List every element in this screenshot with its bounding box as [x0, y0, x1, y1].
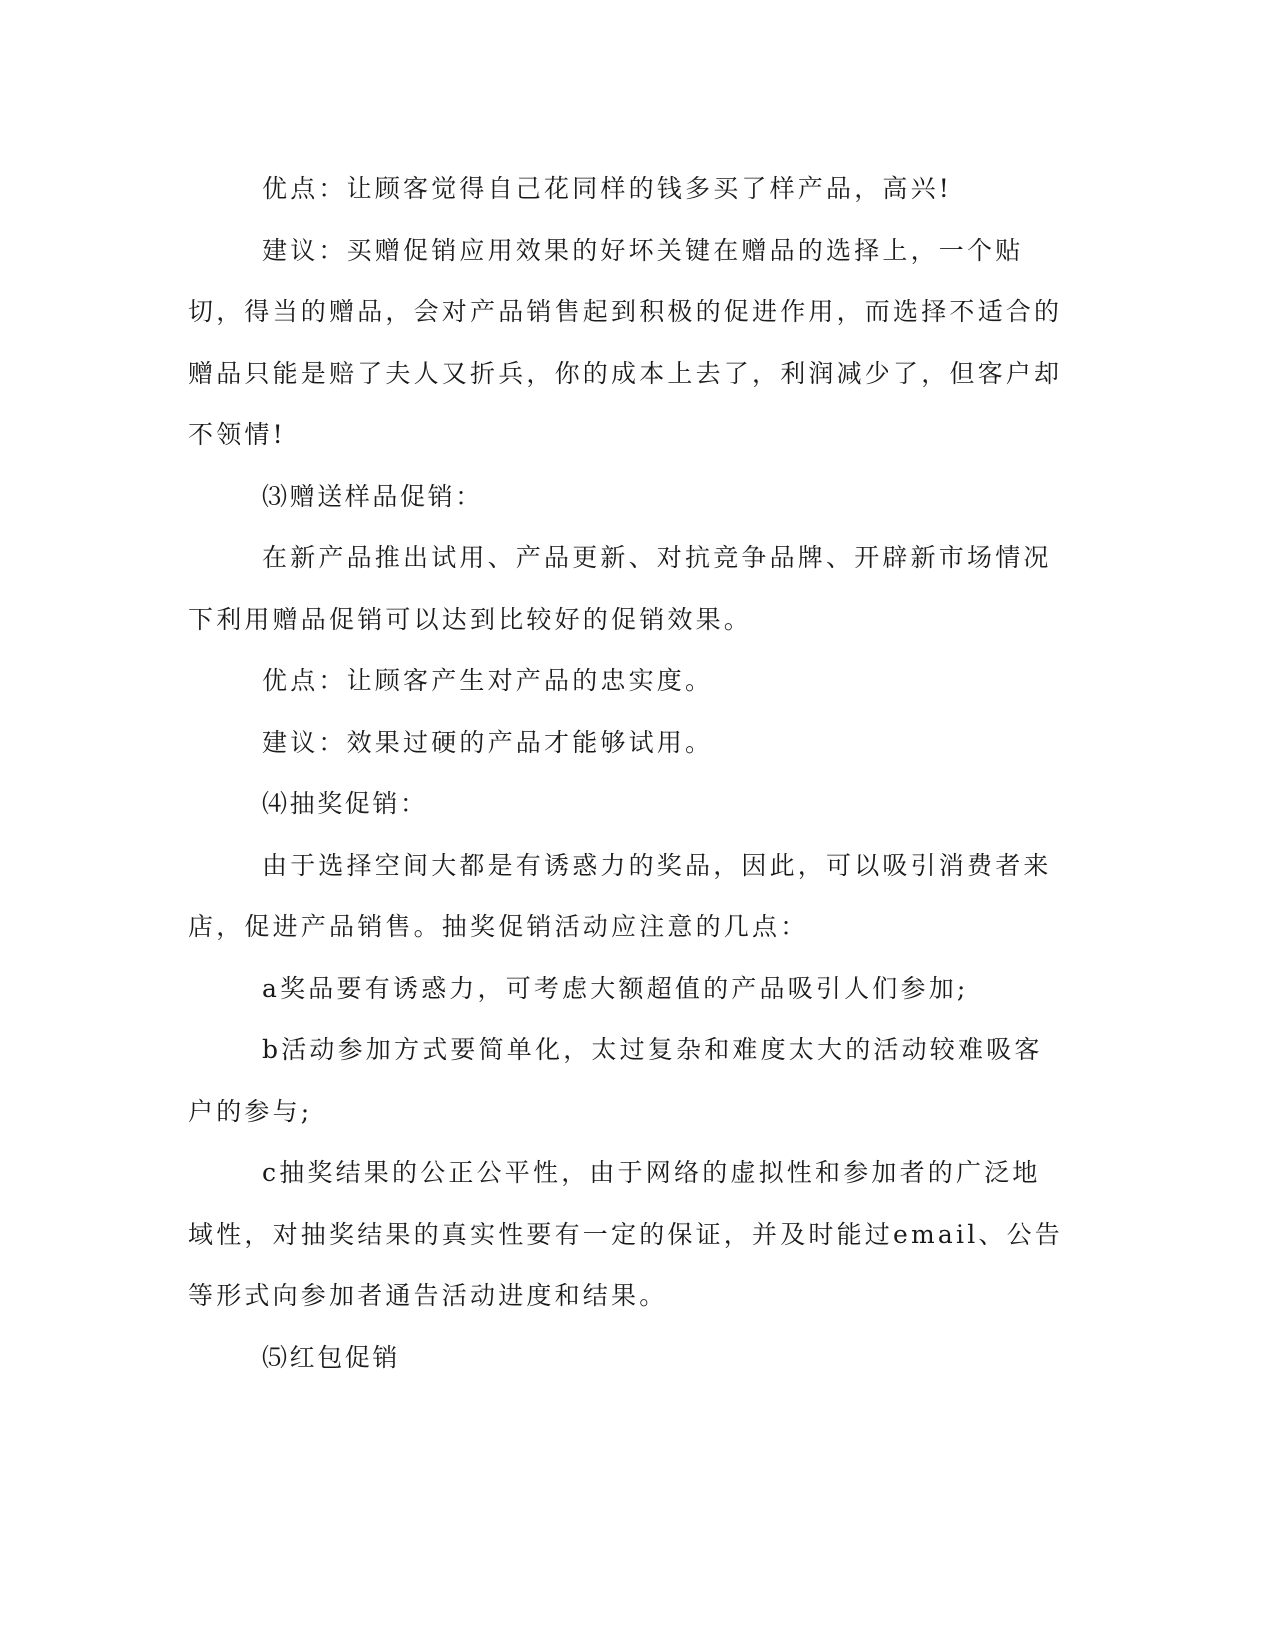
list-item-lottery-a: a奖品要有诱惑力，可考虑大额超值的产品吸引人们参加;	[262, 973, 969, 1003]
paragraph-suggestion-buy-gift: 建议：买赠促销应用效果的好坏关键在赠品的选择上，一个贴切，得当的赠品，会对产品销售起到积极的促进作用，而选择不适合的赠品只能是赔了夫人又折兵，你的成本上去了，利润减少了，但客户却不领情!	[188, 235, 1063, 449]
paragraph-suggestion-free-sample: 建议：效果过硬的产品才能够试用。	[262, 727, 714, 757]
section-heading-free-sample: ⑶赠送样品促销：	[262, 481, 483, 511]
paragraph-advantage-free-sample: 优点：让顾客产生对产品的忠实度。	[262, 666, 714, 695]
section-heading-lottery: ⑷抽奖促销：	[262, 789, 428, 818]
list-item-lottery-c: c抽奖结果的公正公平性，由于网络的虚拟性和参加者的广泛地域性，对抽奖结果的真实性要有一定的保证，并及时能过email、公告等形式向参加者通告活动进度和结果。	[188, 1158, 1063, 1310]
paragraph-free-sample-description: 在新产品推出试用、产品更新、对抗竞争品牌、开辟新市场情况下利用赠品促销可以达到比较好的促销效果。	[188, 543, 1052, 634]
paragraph-advantage-buy-gift: 优点：让顾客觉得自己花同样的钱多买了样产品，高兴!	[262, 174, 953, 203]
paragraph-lottery-description: 由于选择空间大都是有诱惑力的奖品，因此，可以吸引消费者来店，促进产品销售。抽奖促销活动应注意的几点：	[188, 850, 1052, 941]
list-item-lottery-b: b活动参加方式要简单化，太过复杂和难度太大的活动较难吸客户的参与;	[188, 1035, 1043, 1126]
section-heading-red-envelope: ⑸红包促销	[262, 1342, 401, 1372]
document-body	[188, 158, 1068, 1388]
